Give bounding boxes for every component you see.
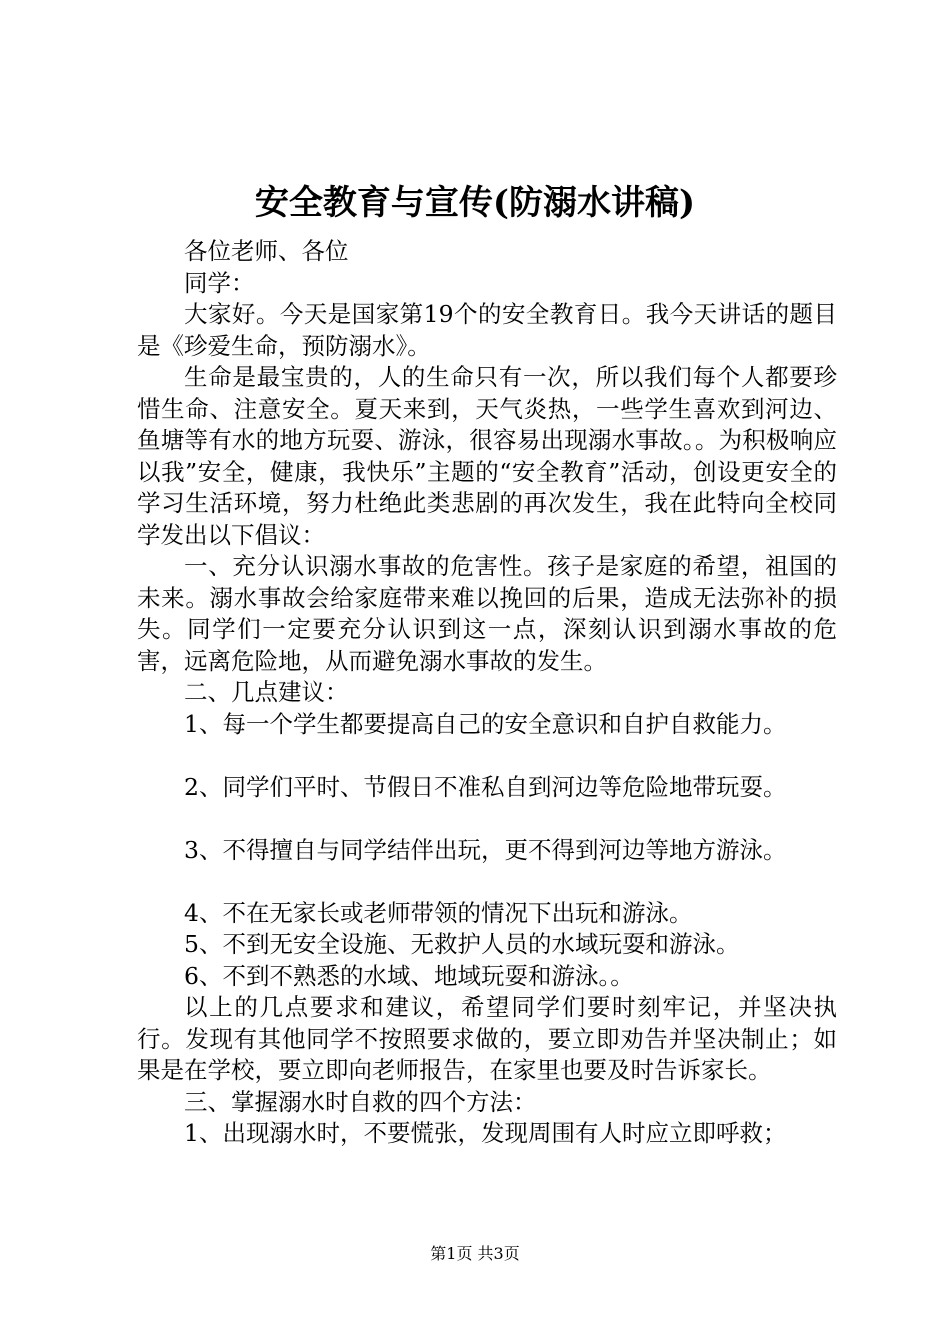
document-body [137, 236, 837, 1150]
suggestion-item-4: 4、不在无家长或老师带领的情况下出玩和游泳。 [184, 898, 693, 927]
self-rescue-item-1: 1、出现溺水时，不要慌张，发现周围有人时应立即呼救； [184, 1119, 787, 1147]
paragraph-intro: 大家好。今天是国家第19个的安全教育日。我今天讲话的题目是《珍爱生命，预防溺水》。 [137, 300, 837, 360]
paragraph-section-3-heading: 三、掌握溺水时自救的四个方法： [184, 1087, 537, 1116]
paragraph-section-2-heading: 二、几点建议： [184, 678, 349, 706]
suggestion-item-5: 5、不到无安全设施、无救护人员的水域玩耍和游泳。 [184, 930, 740, 958]
paragraph-summary: 以上的几点要求和建议，希望同学们要时刻牢记，并坚决执行。发现有其他同学不按照要求做的，要立即劝告并坚决制止；如果是在学校，要立即向老师报告，在家里也要及时告诉家长。 [137, 993, 837, 1084]
paragraph-greeting-1: 各位老师、各位 [184, 237, 349, 265]
paragraph-life: 生命是最宝贵的，人的生命只有一次，所以我们每个人都要珍惜生命、注意安全。夏天来到，天气炎热，一些学生喜欢到河边、鱼塘等有水的地方玩耍、游泳，很容易出现溺水事故。。为积极响应以我”安全，健康，我快乐”主题的“安全教育”活动，创设更安全的学习生活环境，努力杜绝此类悲剧的再次发生，我在此特向全校同学发出以下倡议： [137, 363, 837, 549]
suggestion-item-6: 6、不到不熟悉的水域、地域玩耍和游泳。。 [184, 961, 634, 990]
suggestion-item-3: 3、不得擅自与同学结伴出玩，更不得到河边等地方游泳。 [184, 835, 787, 864]
paragraph-greeting-2: 同学： [184, 268, 255, 297]
paragraph-section-1: 一、充分认识溺水事故的危害性。孩子是家庭的希望，祖国的未来。溺水事故会给家庭带来难以挽回的后果，造成无法弥补的损失。同学们一定要充分认识到这一点，深刻认识到溺水事故的危害，远离危险地，从而避免溺水事故的发生。 [137, 552, 837, 675]
suggestion-item-2: 2、同学们平时、节假日不准私自到河边等危险地带玩耍。 [184, 772, 787, 801]
page-footer: 第1页 共3页 [430, 1244, 520, 1263]
suggestion-item-1: 1、每一个学生都要提高自己的安全意识和自护自救能力。 [184, 709, 787, 738]
document-title: 安全教育与宣传(防溺水讲稿) [254, 183, 696, 223]
